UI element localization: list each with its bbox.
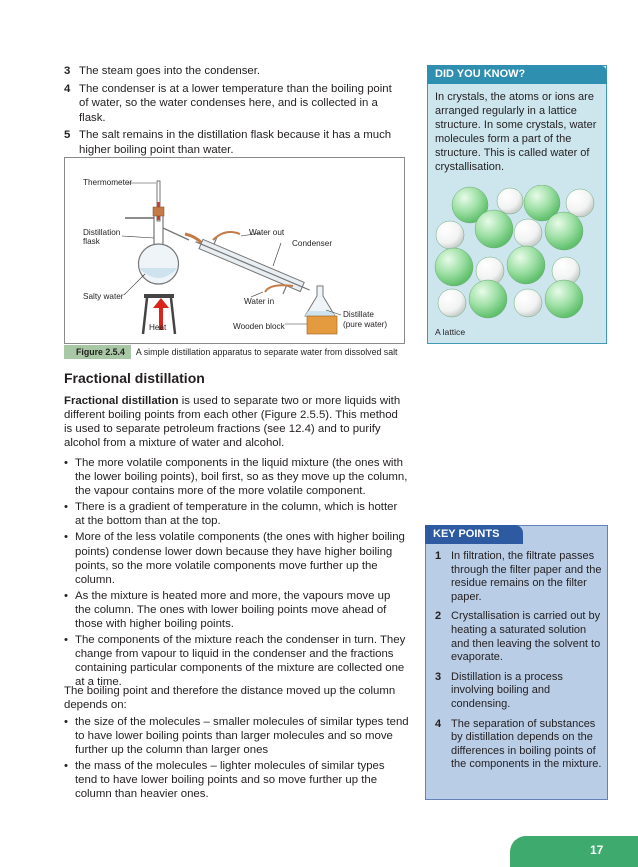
figure-caption <box>64 345 409 359</box>
page-number-tab <box>510 836 638 867</box>
key-point-number: 4 <box>435 717 442 730</box>
label-distillation-flask-line2: flask <box>83 237 100 246</box>
key-point-text: Distillation is a process involving boiling and condensing. <box>451 670 563 710</box>
key-point-item <box>435 610 603 664</box>
lattice-caption: A lattice <box>435 327 466 337</box>
key-point-number: 1 <box>435 550 442 562</box>
label-condenser: Condenser <box>292 239 333 248</box>
step-item <box>64 82 404 126</box>
key-point-item <box>435 550 603 604</box>
list-item: • The components of the mixture reach the condenser in turn. They change from vapour to liquid in the condenser and the fractions containing particular components of the mixture are collected one at a time. <box>64 633 409 689</box>
step-number: 5 <box>64 129 71 142</box>
key-point-number: 2 <box>435 610 442 623</box>
label-thermometer: Thermometer <box>83 178 133 187</box>
list-item: • There is a gradient of temperature in the column, which is hotter at the bottom than at the top. <box>64 500 409 528</box>
step-item <box>64 128 404 157</box>
key-point-item <box>435 718 603 772</box>
section-heading: Fractional distillation <box>64 370 205 386</box>
did-you-know-text: In crystals, the atoms or ions are arranged regularly in a lattice structure. In some crystals, water molecules form a part of the structure. This is called water of crystallisation. <box>435 91 597 173</box>
list-item: • the size of the molecules – smaller molecules of similar types tend to have lower boiling points than larger molecules and so move further up the column than larger ones <box>64 715 409 757</box>
label-water-in: Water in <box>244 297 275 306</box>
step-text: The steam goes into the condenser. <box>79 65 261 77</box>
depends-text: The boiling point and therefore the distance moved up the column depends on: <box>64 685 396 712</box>
label-distillate-line1: Distillate <box>343 310 374 319</box>
label-distillation-flask-line1: Distillation <box>83 228 121 237</box>
step-text: The condenser is at a lower temperature than the boiling point of water, so the water condenses here, and is collected in a flask. <box>79 82 392 124</box>
key-point-number: 3 <box>435 670 442 683</box>
fractional-intro <box>64 394 409 450</box>
page-number: 17 <box>590 843 604 857</box>
fractional-bullets <box>64 456 409 692</box>
step-number: 4 <box>64 82 71 95</box>
key-points-title: KEY POINTS <box>425 525 523 544</box>
label-wooden-block: Wooden block <box>233 322 285 331</box>
label-water-out: Water out <box>249 228 285 237</box>
distillation-figure <box>64 157 405 344</box>
list-item: • As the mixture is heated more and more, the vapours move up the column. The ones with lower boiling points move ahead of those with higher boiling points. <box>64 589 409 631</box>
key-point-text: In filtration, the filtrate passes through the filter paper and the residue remains on the filter paper. <box>451 550 602 603</box>
figure-caption-text: A simple distillation apparatus to separate water from dissolved salt <box>135 347 398 357</box>
key-term: Fractional distillation <box>64 395 179 407</box>
list-item: • The more volatile components in the liquid mixture (the ones with the lower boiling points), boil first, so as they move up the column, the vapour contains more of the more volatile component. <box>64 456 409 498</box>
list-item: • More of the less volatile components (the ones with higher boiling points) condense lower down because they have higher boiling points, so the more volatile components move further up the column. <box>64 530 409 586</box>
depends-bullets <box>64 715 409 804</box>
intro-text: is used to separate two or more liquids with different boiling points from each other (Figure 2.5.5). This method is used to separate petroleum fractions (see 12.4) and to purify alcohol from a mixture of water and alcohol. <box>64 395 401 450</box>
key-point-text: The separation of substances by distillation depends on the differences in boiling points of the components in the mixture. <box>451 717 602 771</box>
label-distillate-line2: (pure water) <box>343 320 388 329</box>
did-you-know-title: DID YOU KNOW? <box>427 65 607 84</box>
distillation-steps <box>64 64 404 161</box>
lattice-image <box>432 185 602 320</box>
figure-number: Figure 2.5.4 <box>64 345 131 359</box>
key-point-text: Crystallisation is carried out by heating a saturated solution and then leaving the solvent to evaporate. <box>451 610 601 664</box>
list-item: • the mass of the molecules – lighter molecules of similar types tend to have lower boiling points and so move further up the column than heavier ones. <box>64 759 409 801</box>
label-heat: Heat <box>149 323 167 332</box>
label-salty-water: Salty water <box>83 292 124 301</box>
key-point-item <box>435 671 603 712</box>
step-item <box>64 64 404 79</box>
key-points-list <box>435 550 603 778</box>
step-text: The salt remains in the distillation flask because it has a much higher boiling point than water. <box>79 129 392 156</box>
step-number: 3 <box>64 65 71 77</box>
